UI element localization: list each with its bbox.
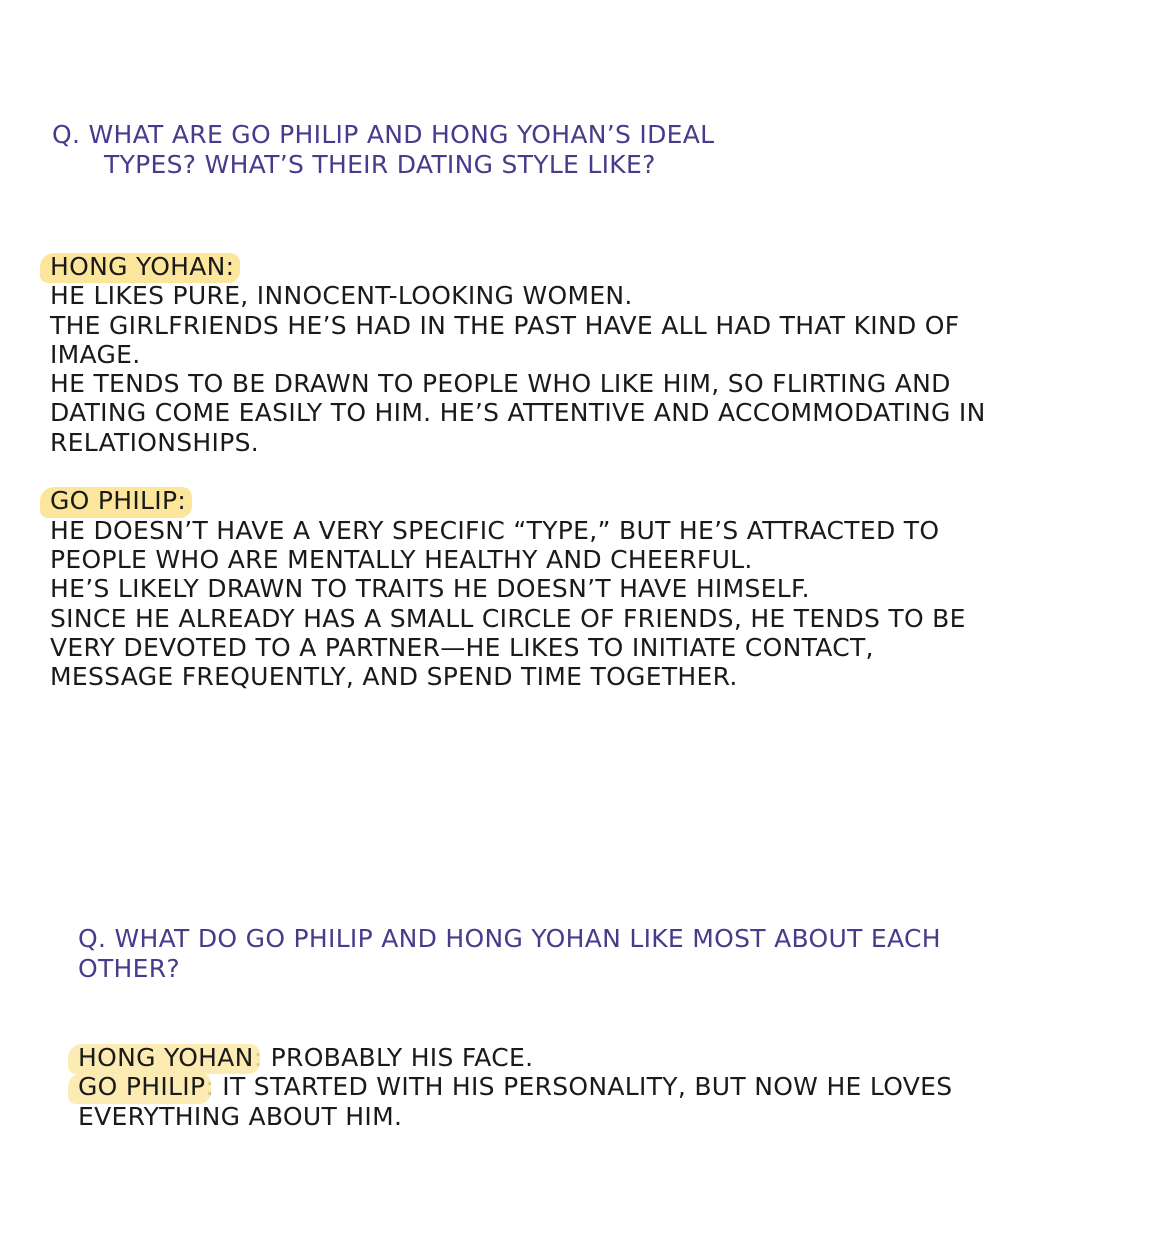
question-1 xyxy=(52,120,714,180)
go-philip-line: MESSAGE FREQUENTLY, AND SPEND TIME TOGETHER. xyxy=(50,662,738,692)
hong-yohan-text: : PROBABLY HIS FACE. xyxy=(253,1043,534,1072)
go-philip-text-line-2: EVERYTHING ABOUT HIM. xyxy=(78,1101,403,1131)
go-philip-line: PEOPLE WHO ARE MENTALLY HEALTHY AND CHEERFUL. xyxy=(50,544,753,574)
go-philip-line: VERY DEVOTED TO A PARTNER—HE LIKES TO INITIATE CONTACT, xyxy=(50,632,874,662)
question-1-line-1: Q. WHAT ARE GO PHILIP AND HONG YOHAN’S IDEAL xyxy=(52,120,715,149)
question-2 xyxy=(78,924,941,984)
go-philip-line: HE’S LIKELY DRAWN TO TRAITS HE DOESN’T HAVE HIMSELF. xyxy=(50,574,810,604)
hong-yohan-answer xyxy=(78,1043,952,1072)
hong-yohan-label: HONG YOHAN xyxy=(78,1043,254,1072)
answer-2 xyxy=(78,1043,952,1131)
answer-1 xyxy=(50,252,986,691)
question-1-line-2: TYPES? WHAT’S THEIR DATING STYLE LIKE? xyxy=(104,150,656,179)
hong-yohan-label-row xyxy=(50,252,986,281)
go-philip-answer xyxy=(78,1072,952,1101)
hong-yohan-label: HONG YOHAN: xyxy=(50,252,235,281)
hong-yohan-line: DATING COME EASILY TO HIM. HE’S ATTENTIVE AND ACCOMMODATING IN xyxy=(50,398,986,428)
go-philip-label: GO PHILIP xyxy=(78,1072,206,1102)
hong-yohan-line: RELATIONSHIPS. xyxy=(50,427,259,457)
hong-yohan-line: HE TENDS TO BE DRAWN TO PEOPLE WHO LIKE HIM, SO FLIRTING AND xyxy=(50,369,951,399)
hong-yohan-line: THE GIRLFRIENDS HE’S HAD IN THE PAST HAVE ALL HAD THAT KIND OF xyxy=(50,310,960,340)
question-2-line-1: Q. WHAT DO GO PHILIP AND HONG YOHAN LIKE MOST ABOUT EACH xyxy=(78,924,941,953)
go-philip-label-row xyxy=(50,486,986,515)
go-philip-label: GO PHILIP: xyxy=(50,486,187,516)
go-philip-line: SINCE HE ALREADY HAS A SMALL CIRCLE OF FRIENDS, HE TENDS TO BE xyxy=(50,603,966,633)
spacer xyxy=(50,457,986,486)
question-2-line-2: OTHER? xyxy=(78,954,180,983)
go-philip-line: HE DOESN’T HAVE A VERY SPECIFIC “TYPE,” BUT HE’S ATTRACTED TO xyxy=(50,515,940,545)
hong-yohan-line: HE LIKES PURE, INNOCENT-LOOKING WOMEN. xyxy=(50,281,633,311)
hong-yohan-line: IMAGE. xyxy=(50,339,141,369)
go-philip-text: : IT STARTED WITH HIS PERSONALITY, BUT NOW HE LOVES xyxy=(205,1072,953,1102)
